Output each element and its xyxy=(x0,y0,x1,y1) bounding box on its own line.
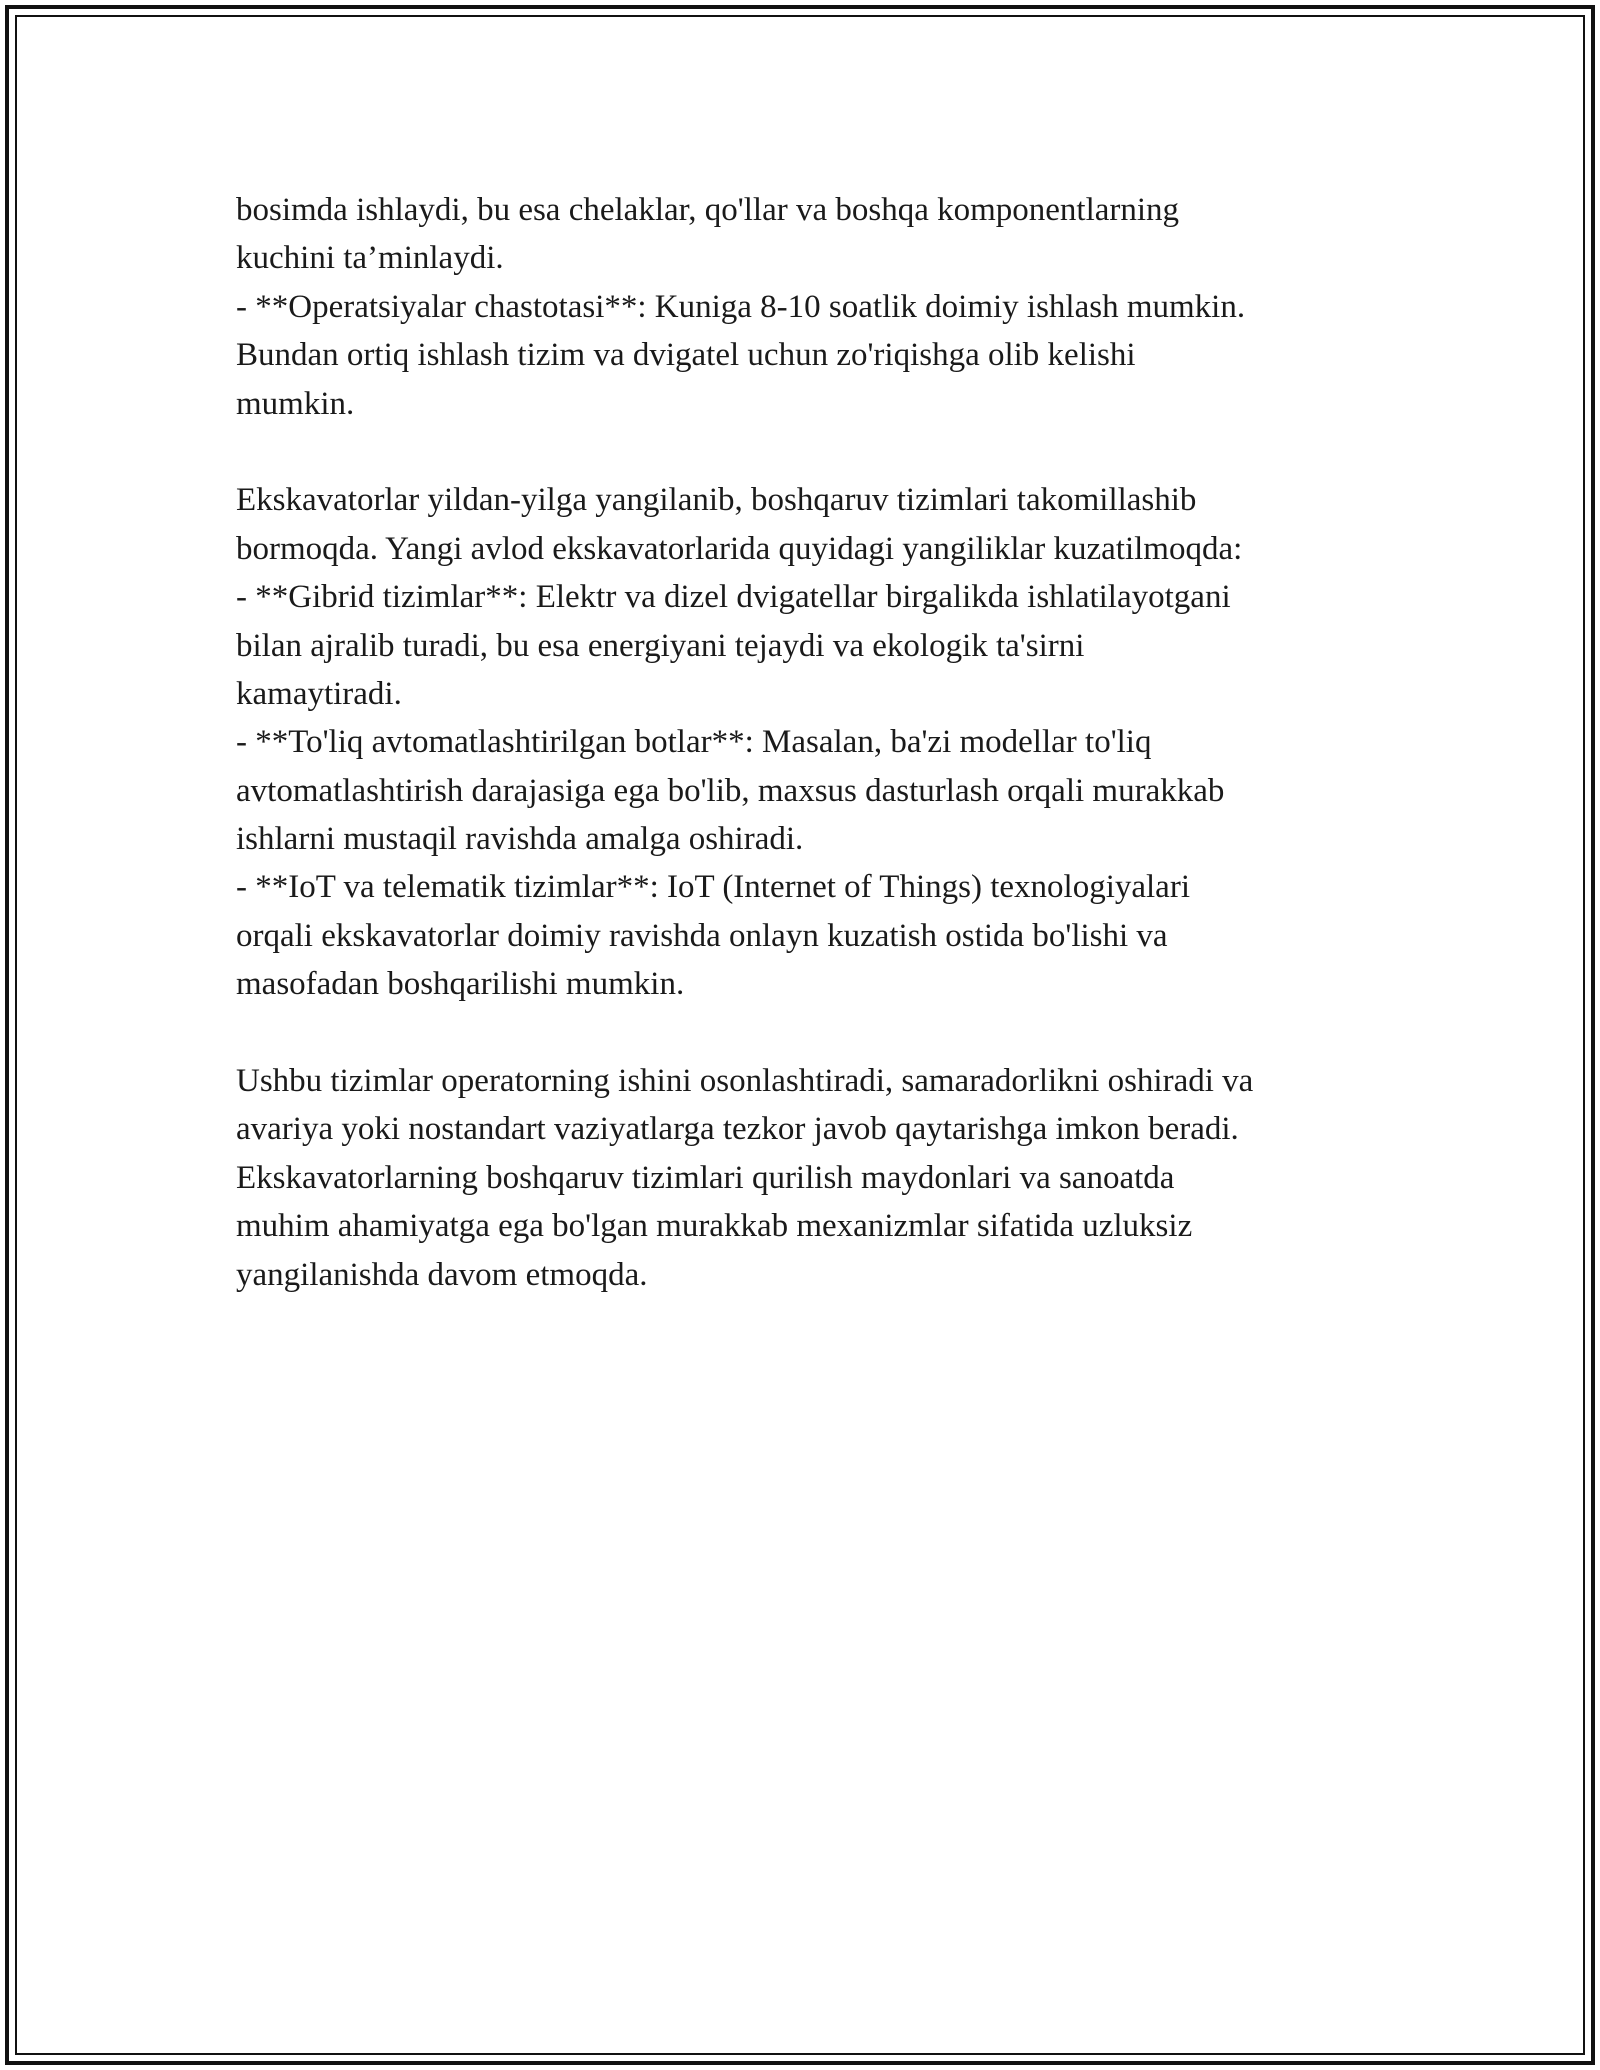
text-line: Ekskavatorlar yildan-yilga yangilanib, boshqaruv tizimlari takomillashib xyxy=(236,482,1197,519)
text-line: - **To'liq avtomatlashtirilgan botlar**: Masalan, ba'zi modellar to'liq xyxy=(236,724,1152,761)
text-line: Bundan ortiq ishlash tizim va dvigatel uchun zo'riqishga olib kelishi xyxy=(236,337,1136,374)
text-line: masofadan boshqarilishi mumkin. xyxy=(236,966,685,1003)
text-line: muhim ahamiyatga ega bo'lgan murakkab mexanizmlar sifatida uzluksiz xyxy=(236,1208,1193,1245)
paragraph-1 xyxy=(236,186,1376,428)
document-body xyxy=(236,186,1376,1299)
text-line: ishlarni mustaqil ravishda amalga oshiradi. xyxy=(236,821,804,858)
paragraph-spacer xyxy=(236,1009,1376,1057)
text-line: Ushbu tizimlar operatorning ishini osonlashtiradi, samaradorlikni oshiradi va xyxy=(236,1063,1254,1100)
paragraph-2 xyxy=(236,476,1376,1008)
text-line: avtomatlashtirish darajasiga ega bo'lib, maxsus dasturlash orqali murakkab xyxy=(236,772,1225,809)
text-line: orqali ekskavatorlar doimiy ravishda onlayn kuzatish ostida bo'lishi va xyxy=(236,917,1168,954)
text-line: bormoqda. Yangi avlod ekskavatorlarida quyidagi yangiliklar kuzatilmoqda: xyxy=(236,530,1243,567)
text-line: bosimda ishlaydi, bu esa chelaklar, qo'llar va boshqa komponentlarning xyxy=(236,192,1180,228)
text-line: - **Operatsiyalar chastotasi**: Kuniga 8-10 soatlik doimiy ishlash mumkin. xyxy=(236,288,1246,325)
text-line: - **IoT va telematik tizimlar**: IoT (Internet of Things) texnologiyalari xyxy=(236,869,1190,906)
text-line: avariya yoki nostandart vaziyatlarga tezkor javob qaytarishga imkon beradi. xyxy=(236,1111,1239,1148)
text-line: - **Gibrid tizimlar**: Elektr va dizel dvigatellar birgalikda ishlatilayotgani xyxy=(236,579,1231,616)
text-line: bilan ajralib turadi, bu esa energiyani tejaydi va ekologik ta'sirni xyxy=(236,627,1085,664)
text-line: yangilanishda davom etmoqda. xyxy=(236,1256,648,1293)
text-line: kamaytiradi. xyxy=(236,675,402,712)
text-line: mumkin. xyxy=(236,385,355,422)
paragraph-spacer xyxy=(236,428,1376,476)
text-line: kuchini ta’minlaydi. xyxy=(236,240,504,277)
paragraph-3 xyxy=(236,1057,1376,1299)
text-line: Ekskavatorlarning boshqaruv tizimlari qurilish maydonlari va sanoatda xyxy=(236,1159,1175,1196)
